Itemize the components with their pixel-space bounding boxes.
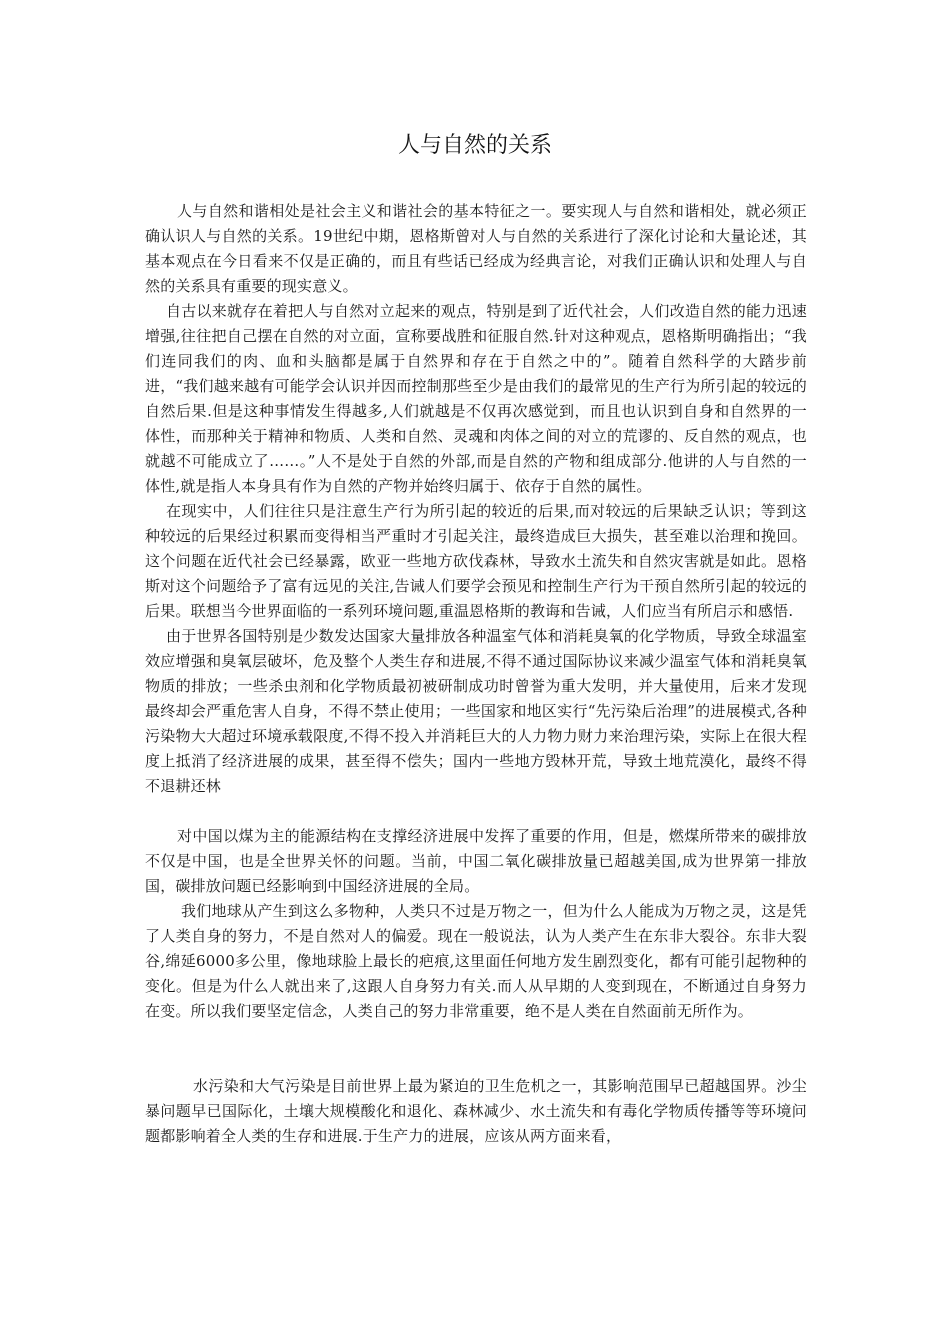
paragraph-spacer [145, 1024, 807, 1074]
document-title: 人与自然的关系 [397, 133, 552, 158]
paragraph-coal-emissions: 对中国以煤为主的能源结构在支撑经济进展中发挥了重要的作用，但是，燃煤所带来的碳排放不仅是中国，也是全世界关怀的问题。当前，中国二氧化碳排放量已超越美国,成为世界第一排放国，碳排放问题已经影响到中国经济进展的全局。 [145, 827, 807, 895]
paragraph-water-air-pollution: 水污染和大气污染是目前世界上最为紧迫的卫生危机之一，其影响范围早已超越国界。沙尘暴问题早已国际化，土壤大规模酸化和退化、森林减少、水土流失和有毒化学物质传播等等环境问题都影响着全人类的生存和进展.于生产力的进展，应该从两方面来看， [145, 1077, 807, 1145]
paragraph-global-pollution: 由于世界各国特别是少数发达国家大量排放各种温室气体和消耗臭氧的化学物质，导致全球温室效应增强和臭氧层破坏，危及整个人类生存和进展,不得不通过国际协议来减少温室气体和消耗臭氧物质的排放；一些杀虫剂和化学物质最初被研制成功时曾誉为重大发明，并大量使用，后来才发现最终却会严重危害人自身，不得不禁止使用；一些国家和地区实行“先污染后治理”的进展模式,各种污染物大大超过环境承载限度,不得不投入并消耗巨大的人力物力财力来治理污染，实际上在很大程度上抵消了经济进展的成果，甚至得不偿失；国内一些地方毁林开荒，导致土地荒漠化，最终不得不退耕还林 [145, 627, 807, 795]
document-body [145, 199, 807, 1149]
paragraph-unity-of-nature: 自古以来就存在着把人与自然对立起来的观点，特别是到了近代社会，人们改造自然的能力迅速增强,往往把自己摆在自然的对立面，宣称要战胜和征服自然.针对这种观点，恩格斯明确指出；“我们连同我们的肉、血和头脑都是属于自然界和存在于自然之中的”。随着自然科学的大踏步前进，“我们越来越有可能学会认识并因而控制那些至少是由我们的最常见的生产行为所引起的较远的自然后果.但是这种事情发生得越多,人们就越是不仅再次感觉到，而且也认识到自身和自然界的一体性，而那种关于精神和物质、人类和自然、灵魂和肉体之间的对立的荒谬的、反自然的观点，也就越不可能成立了……。”人不是处于自然的外部,而是自然的产物和组成部分.他讲的人与自然的一体性,就是指人本身具有作为自然的产物并始终归属于、依存于自然的属性。 [145, 302, 807, 495]
paragraph-human-effort: 我们地球从产生到这么多物种，人类只不过是万物之一，但为什么人能成为万物之灵，这是凭了人类自身的努力，不是自然对人的偏爱。现在一般说法，认为人类产生在东非大裂谷。东非大裂谷,绵延6000多公里，像地球脸上最长的疤痕,这里面任何地方发生剧烈变化，都有可能引起物种的变化。但是为什么人就出来了,这跟人自身努力有关.而人从早期的人变到现在，不断通过自身努力在变。所以我们要坚定信念，人类自己的努力非常重要，绝不是人类在自然面前无所作为。 [145, 902, 807, 1020]
paragraph-harmony-intro: 人与自然和谐相处是社会主义和谐社会的基本特征之一。要实现人与自然和谐相处，就必须正确认识人与自然的关系。19世纪中期，恩格斯曾对人与自然的关系进行了深化讨论和大量论述，其基本观点在今日看来不仅是正确的，而且有些话已经成为经典言论，对我们正确认识和处理人与自然的关系具有重要的现实意义。 [145, 202, 807, 295]
paragraph-distant-consequences: 在现实中，人们往往只是注意生产行为所引起的较近的后果,而对较远的后果缺乏认识；等到这种较远的后果经过积累而变得相当严重时才引起关注，最终造成巨大损失，甚至难以治理和挽回。这个问题在近代社会已经暴露，欧亚一些地方砍伐森林，导致水土流失和自然灾害就是如此。恩格斯对这个问题给予了富有远见的关注,告诫人们要学会预见和控制生产行为干预自然所引起的较远的后果。联想当今世界面临的一系列环境问题,重温恩格斯的教诲和告诫，人们应当有所启示和感悟. [145, 502, 807, 620]
paragraph-spacer [145, 799, 807, 824]
